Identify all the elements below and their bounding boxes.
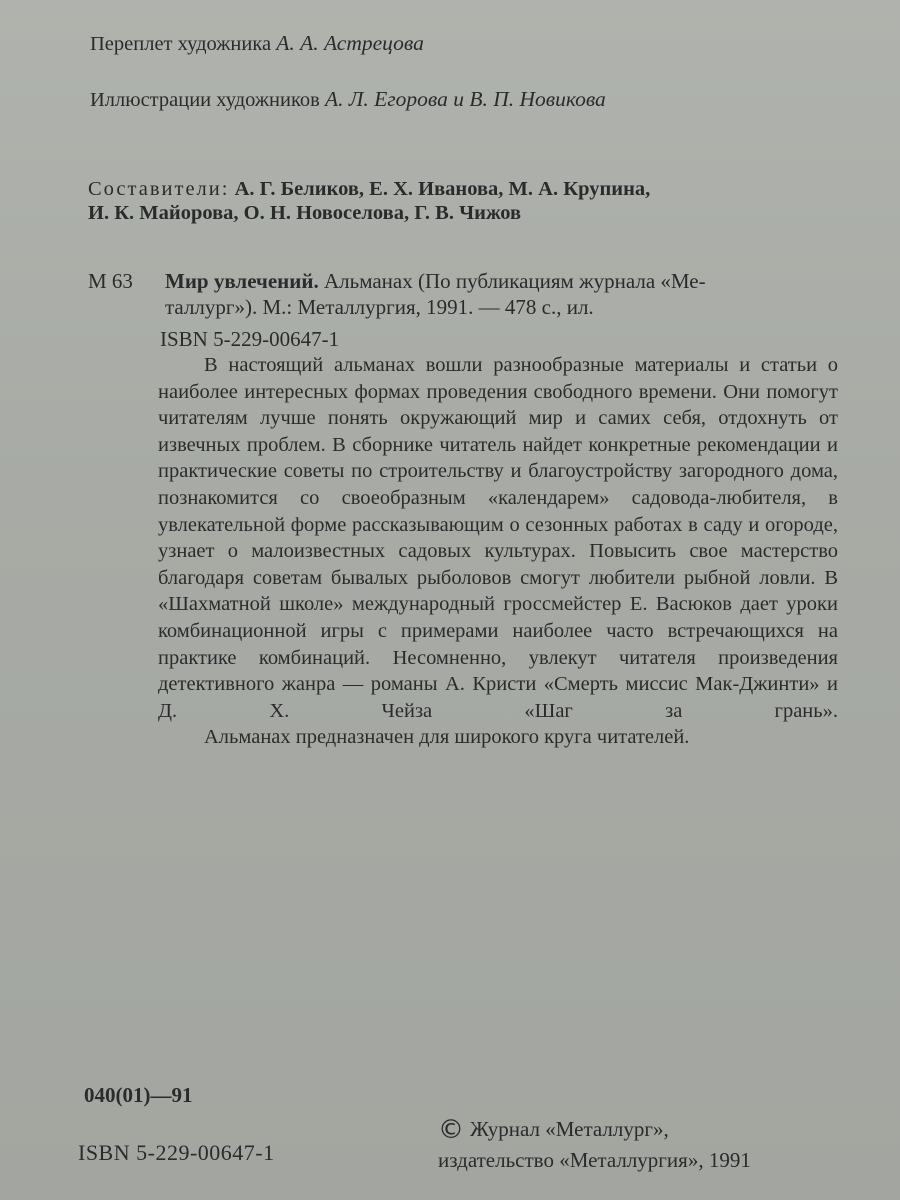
compilers-line-1 bbox=[88, 176, 833, 202]
bibliographic-line-1 bbox=[165, 268, 835, 294]
compilers-names-2: И. К. Майорова, О. Н. Новоселова, Г. В. Чижов bbox=[88, 202, 522, 224]
abstract-paragraph: В настоящий альманах вошли разнообразные материалы и статьи о наиболее интересных формах проведения свободного времени. Они помогут читателям лучше понять окружающий мир и самих себя, отдохнуть от извечных проблем. В сборнике читатель найдет конкретные рекомендации и практические советы по строительству и благоустройству загородного дома, познакомится со своеобразным «календарем» садовода-любителя, в увлекательной форме рассказывающим о сезонных работах в саду и огороде, узнает о малоизвестных садовых культурах. Повысить свое мастерство благодаря советам бывалых рыболовов смогут любители рыбной ловли. В «Шахматной школе» международный гроссмейстер Е. Васюков дает уроки комбинационной игры с примерами наиболее часто встречающихся на практике комбинаций. Несомненно, увлекут читателя произведения детективного жанра — романы А. Кристи «Смерть миссис Мак-Джинти» и Д. Х. Чейза «Шаг за грань». bbox=[158, 354, 838, 722]
book-title: Мир увлечений. bbox=[165, 269, 319, 293]
isbn-top: ISBN 5-229-00647-1 bbox=[160, 327, 340, 351]
illustrations-credit bbox=[90, 86, 606, 113]
bibliographic-description-1: Альманах (По публикациям журнала «Ме- bbox=[323, 269, 706, 293]
copyright-line-2: издательство «Металлургия», 1991 bbox=[438, 1148, 751, 1172]
illustrations-artists-names: А. Л. Егорова и В. П. Новикова bbox=[324, 87, 606, 111]
binding-credit-prefix: Переплет художника bbox=[90, 33, 272, 55]
copyright-block bbox=[438, 1114, 751, 1175]
compilers-label: Составители: bbox=[88, 178, 230, 200]
compilers-line-2 bbox=[88, 200, 833, 226]
binding-artist-name: А. А. Астрецова bbox=[276, 31, 424, 55]
isbn-bottom: ISBN 5-229-00647-1 bbox=[78, 1140, 275, 1165]
library-code: М 63 bbox=[88, 269, 133, 293]
copyright-icon: © bbox=[438, 1115, 464, 1145]
bbk-code: 040(01)—91 bbox=[84, 1083, 193, 1107]
illustrations-credit-prefix: Иллюстрации художников bbox=[90, 89, 320, 111]
abstract bbox=[158, 352, 838, 751]
copyright-line-1: Журнал «Металлург», bbox=[470, 1117, 669, 1141]
compilers-names-1: А. Г. Беликов, Е. Х. Иванова, М. А. Крупина, bbox=[234, 178, 651, 200]
binding-credit bbox=[90, 30, 424, 57]
bibliographic-line-2: таллург»). М.: Металлургия, 1991. — 478 с., ил. bbox=[165, 295, 594, 319]
abstract-closing: Альманах предназначен для широкого круга читателей. bbox=[204, 726, 690, 749]
